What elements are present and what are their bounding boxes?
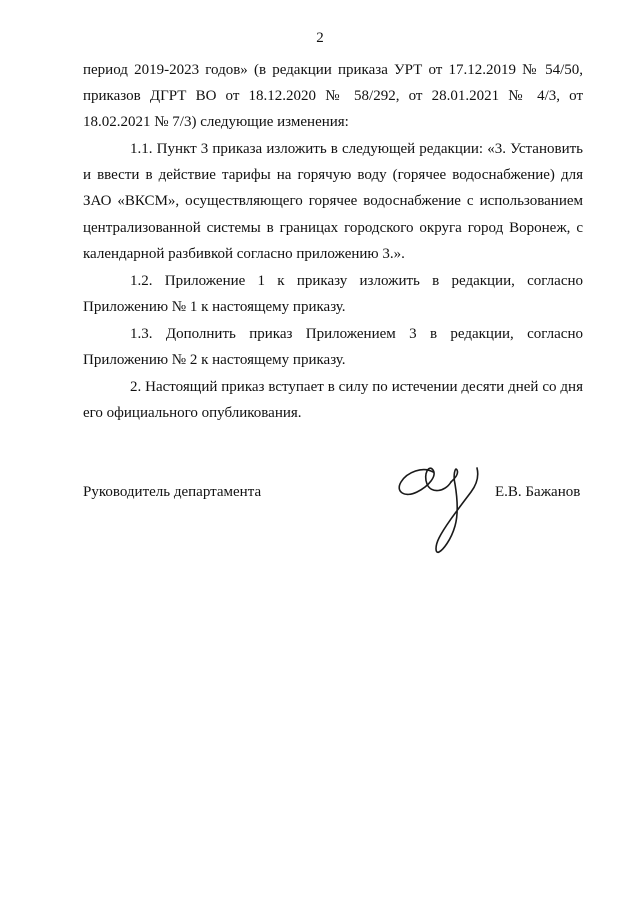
text-line: Приложению № 1 к настоящему приказу. (83, 299, 346, 315)
signatory-name: Е.В. Бажанов (495, 484, 581, 500)
text-line: ЗАО «ВКСМ», осуществляющего горячее водоснабжение с использованием (83, 193, 583, 209)
text-line: его официального опубликования. (83, 405, 302, 421)
text-line: 1.2. Приложение 1 к приказу изложить в редакции, согласно (130, 273, 583, 289)
text-line: Приложению № 2 к настоящему приказу. (83, 352, 346, 368)
text-line: 1.3. Дополнить приказ Приложением 3 в редакции, согласно (130, 326, 583, 342)
text-line: 2. Настоящий приказ вступает в силу по истечении десяти дней со дня (130, 379, 583, 395)
text-line: централизованной системы в границах городского округа город Воронеж, с (83, 220, 583, 236)
text-line: календарной разбивкой согласно приложению 3.». (83, 246, 405, 262)
text-line: период 2019-2023 годов» (в редакции приказа УРТ от 17.12.2019 № 54/50, (83, 62, 583, 78)
text-line: и ввести в действие тарифы на горячую воду (горячее водоснабжение) для (83, 167, 583, 183)
page-number: 2 (316, 30, 324, 46)
text-line: 1.1. Пункт 3 приказа изложить в следующей редакции: «3. Установить (130, 141, 583, 157)
signatory-title: Руководитель департамента (83, 484, 262, 500)
handwritten-signature (393, 452, 493, 562)
text-line: 18.02.2021 № 7/3) следующие изменения: (83, 114, 349, 130)
text-line: приказов ДГРТ ВО от 18.12.2020 № 58/292, от 28.01.2021 № 4/3, от (83, 88, 583, 104)
